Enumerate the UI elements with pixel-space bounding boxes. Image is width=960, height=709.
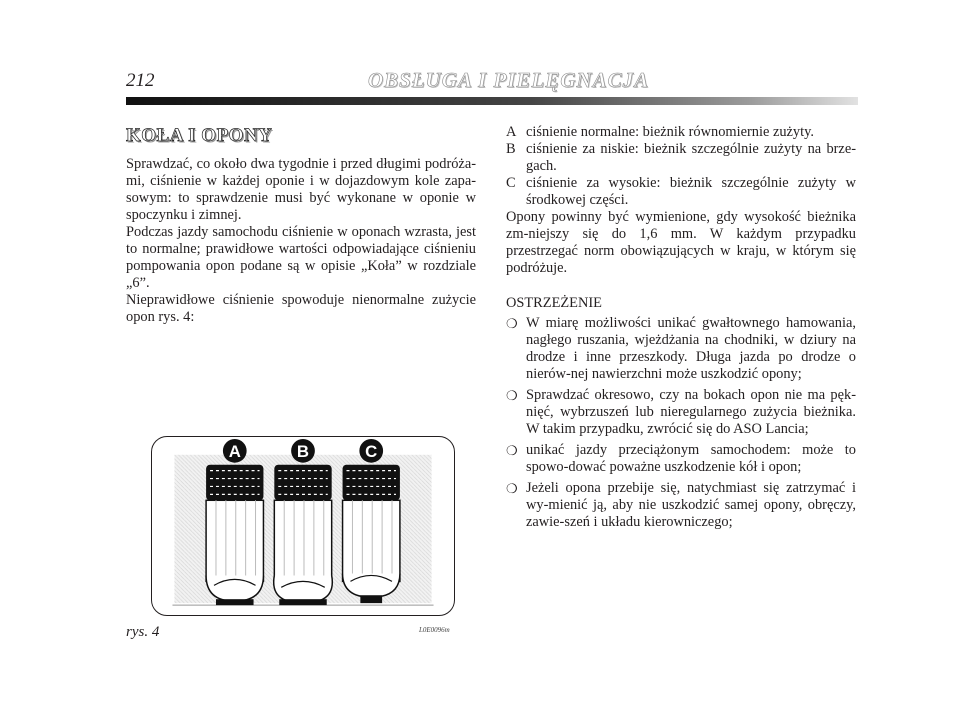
warning-text: unikać jazdy przeciążonym samochodem: może to spowo-dować poważne uszkodzenie kół i opon; [526, 442, 856, 475]
right-column [506, 124, 856, 535]
warning-item [506, 315, 856, 383]
section-title: KOŁA I OPONY [126, 125, 273, 146]
legend-text: ciśnienie normalne: bieżnik równomiernie zużyty. [526, 124, 814, 140]
label-b-badge [291, 439, 315, 463]
section-body [126, 156, 476, 326]
svg-text:C: C [365, 441, 378, 461]
legend-item-a [506, 124, 856, 141]
label-c-badge [359, 439, 383, 463]
tire-wear-illustration [152, 437, 454, 615]
legend-text: ciśnienie za wysokie: bieżnik szczególnie zużyty w środkowej części. [526, 175, 856, 208]
label-a-badge [223, 439, 247, 463]
tire-c [343, 465, 400, 603]
warning-item [506, 387, 856, 438]
legend-item-c [506, 175, 856, 209]
header-rule [126, 97, 858, 105]
replacement-note: Opony powinny być wymienione, gdy wysokość bieżnika zm-niejszy się do 1,6 mm. W każdym przypadku przestrzegać norm obowiązujących w kraju, w którym się podróżuje. [506, 209, 856, 276]
svg-text:B: B [296, 441, 310, 461]
warning-title: OSTRZEŻENIE [506, 295, 602, 311]
warning-text: W miarę możliwości unikać gwałtownego hamowania, nagłego ruszania, wjeżdżania na chodniki, w dziury na drodze i inne przeszkody. Długa jazda po drodze o nierów-nej nawierzchni może uszkodzić opony; [526, 315, 856, 382]
bullet-circle-icon: ❍ [506, 481, 518, 496]
warning-item [506, 442, 856, 476]
warning-text: Sprawdzać okresowo, czy na bokach opon nie ma pęk-nięć, wybrzuszeń lub nieregularnego zużycia bieżnika. W takim przypadku, zwrócić się do ASO Lancia; [526, 387, 856, 437]
figure-caption: rys. 4 [126, 624, 160, 640]
legend-item-b [506, 141, 856, 175]
legend-letter: B [506, 141, 516, 157]
paragraph-pressure-check: Sprawdzać, co około dwa tygodnie i przed długimi podróża-mi, ciśnienie w każdej oponie i w dojazdowym kole zapa-sowym: to sprawdzenie musi być wykonane w oponie w spoczynku i zimnej. [126, 156, 476, 223]
tire-a [206, 465, 263, 605]
bullet-circle-icon: ❍ [506, 316, 518, 331]
legend-letter: C [506, 175, 516, 191]
running-title: OBSŁUGA I PIELĘGNACJA [368, 68, 650, 92]
bullet-circle-icon: ❍ [506, 388, 518, 403]
page-number: 212 [126, 70, 155, 91]
paragraph-wrong-pressure: Nieprawidłowe ciśnienie spowoduje nienormalne zużycie opon rys. 4: [126, 292, 476, 325]
tire-wear-figure [151, 436, 455, 616]
bullet-circle-icon: ❍ [506, 443, 518, 458]
warning-text: Jeżeli opona przebije się, natychmiast się zatrzymać i wy-mienić ją, aby nie uszkodzić samej opony, obręczy, zawie-szeń i układu kierowniczego; [526, 480, 856, 530]
warning-item [506, 480, 856, 531]
legend-text: ciśnienie za niskie: bieżnik szczególnie zużyty na brze-gach. [526, 141, 856, 174]
svg-text:A: A [228, 441, 241, 461]
legend-letter: A [506, 124, 517, 140]
tire-b [274, 465, 333, 605]
figure-code: L0E0096m [419, 626, 450, 634]
paragraph-pressure-rise: Podczas jazdy samochodu ciśnienie w oponach wzrasta, jest to normalne; prawidłowe wartości odpowiadające ciśnieniu pompowania opon podane są w opisie „Koła” w rozdziale „6”. [126, 224, 476, 291]
